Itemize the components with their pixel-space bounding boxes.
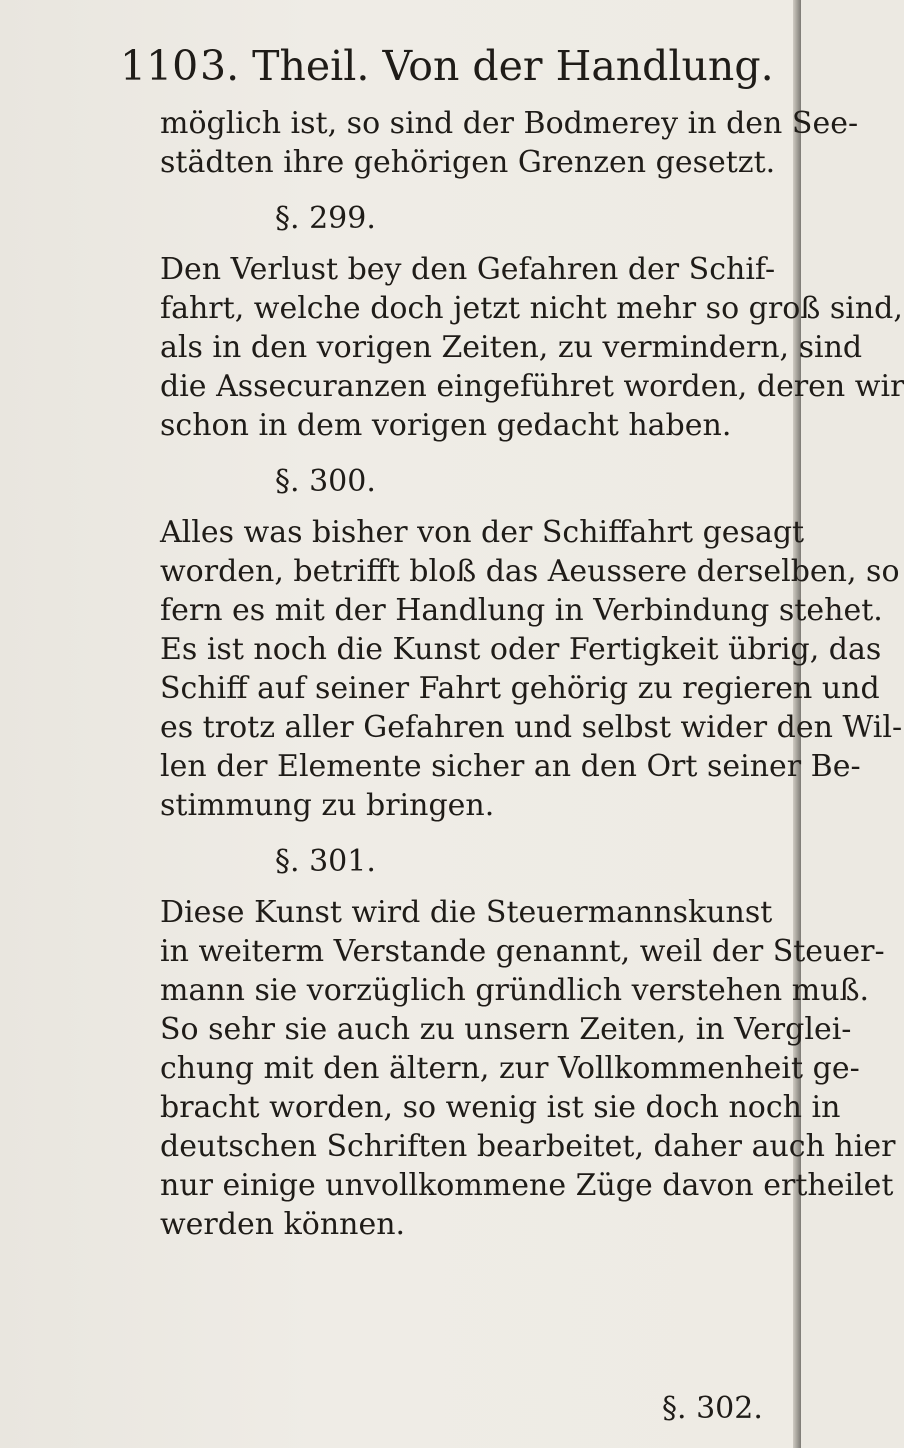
text-line: stimmung zu bringen. bbox=[160, 788, 495, 823]
text-line: als in den vorigen Zeiten, zu vermindern, sind bbox=[160, 330, 863, 365]
text-line: fern es mit der Handlung in Verbindung stehet. bbox=[160, 593, 883, 628]
running-head bbox=[120, 36, 774, 96]
text-line: So sehr sie auch zu unsern Zeiten, in Verglei- bbox=[160, 1012, 852, 1047]
section-heading: §. 300. bbox=[275, 464, 376, 499]
text-line: städten ihre gehörigen Grenzen gesetzt. bbox=[160, 145, 776, 180]
text-line: werden können. bbox=[160, 1207, 406, 1242]
catchword: §. 302. bbox=[662, 1391, 763, 1426]
text-line: nur einige unvollkommene Züge davon ertheilet bbox=[160, 1168, 894, 1203]
body-text bbox=[160, 104, 904, 1244]
section-heading: §. 299. bbox=[275, 201, 376, 236]
text-line: Schiff auf seiner Fahrt gehörig zu regieren und bbox=[160, 671, 880, 706]
paragraph bbox=[160, 893, 896, 1244]
section-heading: §. 301. bbox=[275, 844, 376, 879]
text-line: schon in dem vorigen gedacht haben. bbox=[160, 408, 732, 443]
page-number: 110 bbox=[120, 42, 199, 90]
text-line: Es ist noch die Kunst oder Fertigkeit übrig, das bbox=[160, 632, 882, 667]
text-line: Den Verlust bey den Gefahren der Schif- bbox=[160, 252, 776, 287]
text-line: Diese Kunst wird die Steuermannskunst bbox=[160, 895, 773, 930]
text-line: die Assecuranzen eingeführet worden, deren wir bbox=[160, 369, 904, 404]
text-line: mann sie vorzüglich gründlich verstehen muß. bbox=[160, 973, 870, 1008]
text-line: es trotz aller Gefahren und selbst wider den Wil- bbox=[160, 710, 903, 745]
chapter-title: 3. Theil. Von der Handlung. bbox=[200, 42, 774, 90]
text-line: in weiterm Verstande genannt, weil der Steuer- bbox=[160, 934, 885, 969]
text-line: bracht worden, so wenig ist sie doch noch in bbox=[160, 1090, 841, 1125]
paragraph bbox=[160, 513, 903, 825]
paragraph bbox=[160, 250, 904, 445]
paragraph bbox=[160, 104, 859, 182]
text-line: chung mit den ältern, zur Vollkommenheit ge- bbox=[160, 1051, 860, 1086]
text-line: möglich ist, so sind der Bodmerey in den See- bbox=[160, 106, 859, 141]
text-line: Alles was bisher von der Schiffahrt gesagt bbox=[160, 515, 805, 550]
text-line: deutschen Schriften bearbeitet, daher auch hier bbox=[160, 1129, 896, 1164]
text-line: len der Elemente sicher an den Ort seiner Be- bbox=[160, 749, 861, 784]
text-line: worden, betrifft bloß das Aeussere derselben, so bbox=[160, 554, 900, 589]
text-line: fahrt, welche doch jetzt nicht mehr so groß sind, bbox=[160, 291, 903, 326]
